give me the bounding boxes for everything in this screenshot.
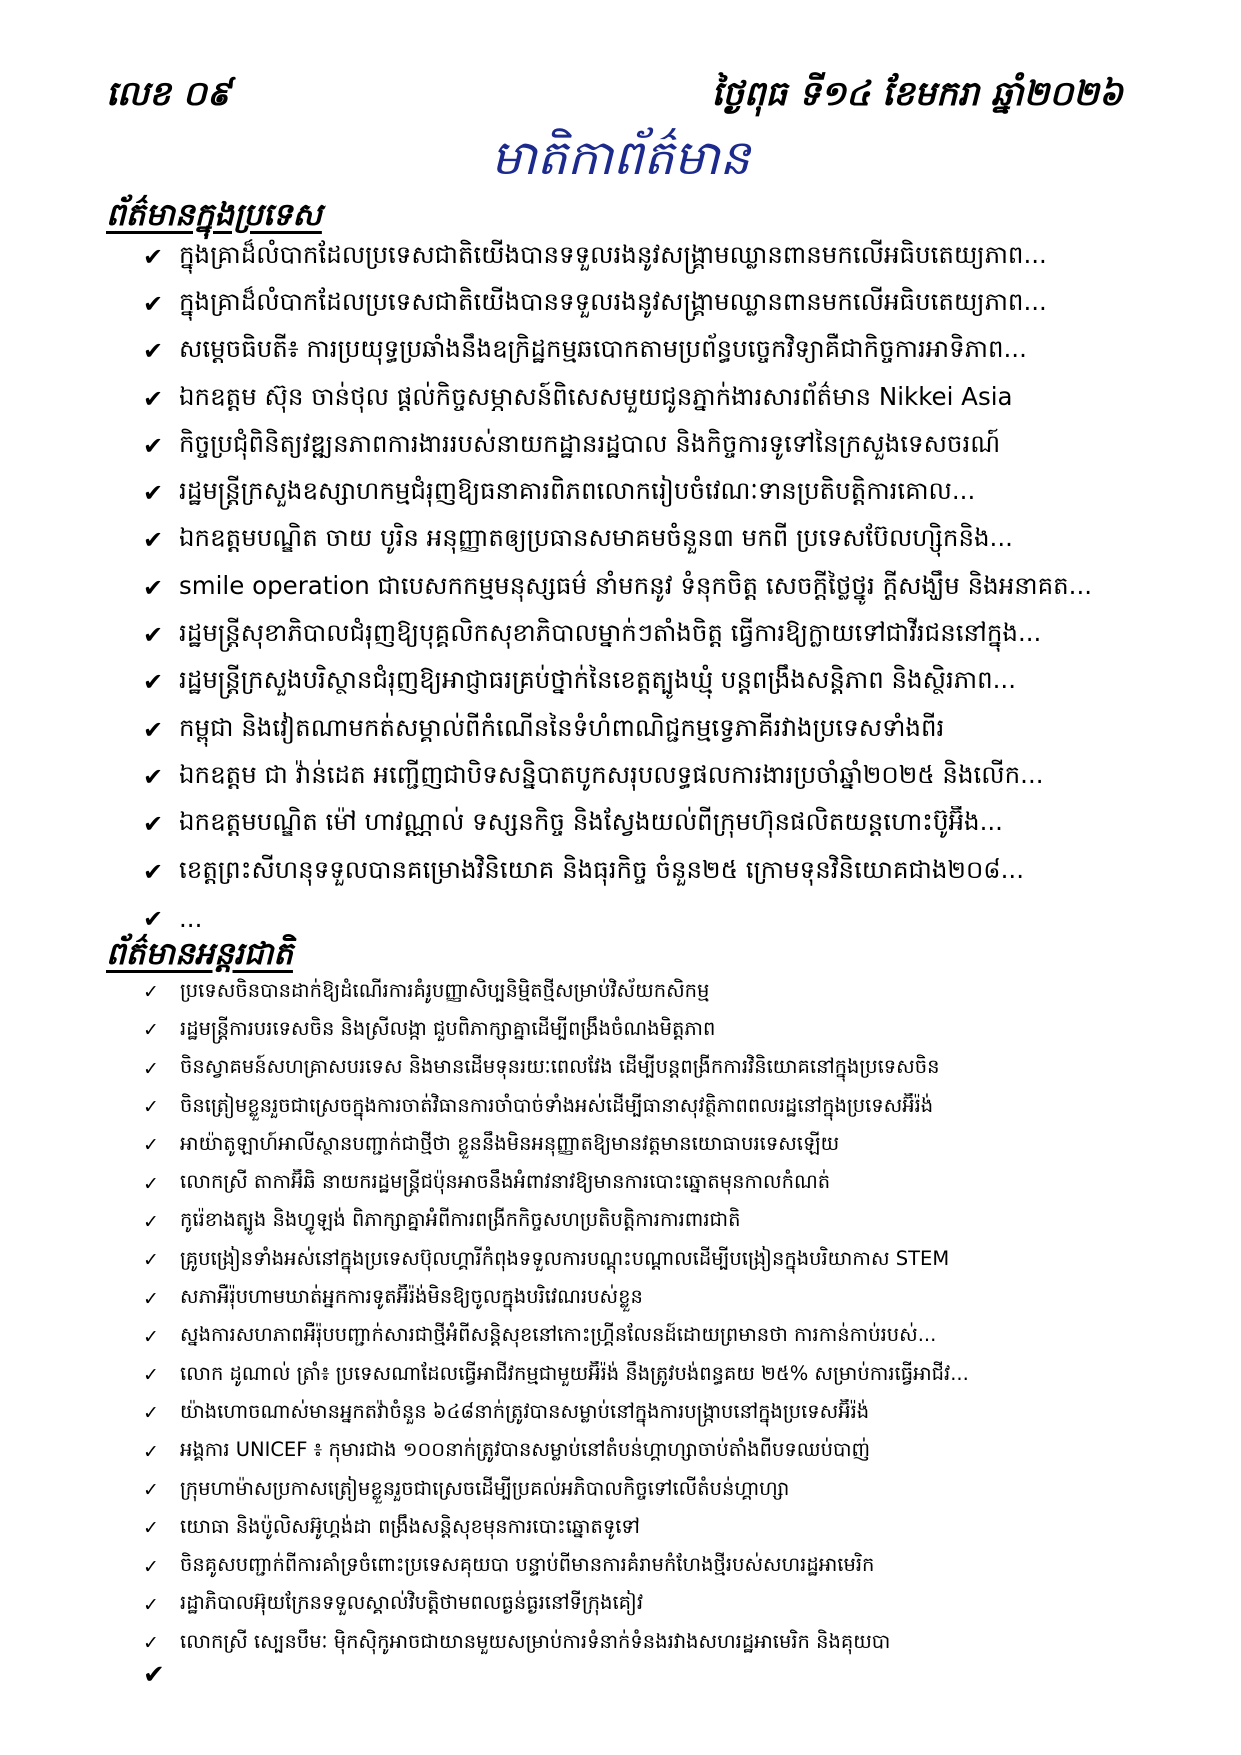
checkmark-icon: ✓ <box>143 1096 159 1119</box>
checkmark-icon: ✓ <box>143 1364 159 1387</box>
list-item <box>143 1471 1143 1509</box>
news-headline: រដ្ឋមន្ត្រីក្រសួងឧស្សាហកម្មជំរុញឱ្យធនាគារពិភពលោករៀបចំវេណៈទានប្រតិបត្តិការគោល... <box>179 476 976 506</box>
checkmark-icon: ✓ <box>143 1210 159 1233</box>
list-item <box>143 1433 1143 1471</box>
checkmark-icon: ✓ <box>143 1402 159 1425</box>
list-item <box>143 1050 1143 1088</box>
checkmark-icon: ✓ <box>143 1287 159 1310</box>
news-headline: យ៉ាងហោចណាស់មានអ្នកតវ៉ាចំនួន ៦៤៨នាក់ត្រូវបានសម្លាប់នៅក្នុងការបង្រ្កាបនៅក្នុងប្រទេសអ៊ីរ៉ង់ <box>180 1399 870 1423</box>
checkmark-icon: ✓ <box>143 981 159 1004</box>
checkmark-icon: ✔ <box>143 715 164 744</box>
news-headline: ក្នុងគ្រាដ៏លំបាកដែលប្រទេសជាតិយើងបានទទួលរងនូវសង្គ្រាមឈ្លានពានមកលើអធិបតេយ្យភាព... <box>179 239 1047 269</box>
domestic-news-heading: ព័ត៌មានក្នុងប្រទេស <box>106 197 322 233</box>
international-news-list <box>143 973 1143 1662</box>
list-item <box>143 1279 1143 1317</box>
news-headline: ក្រុមហាម៉ាសប្រកាសត្រៀមខ្លួនរួចជាស្រេចដើម្បីប្រគល់អភិបាលកិច្ចទៅលើតំបន់ហ្គាហ្សា <box>180 1476 790 1500</box>
checkmark-icon: ✓ <box>143 1249 159 1272</box>
list-item <box>143 1203 1143 1241</box>
checkmark-icon: ✓ <box>143 1593 159 1616</box>
list-item <box>143 611 1143 658</box>
list-item <box>143 564 1143 611</box>
list-item <box>143 1088 1143 1126</box>
checkmark-icon: ✓ <box>143 1172 159 1195</box>
list-item <box>143 659 1143 706</box>
checkmark-icon: ✓ <box>143 1325 159 1348</box>
news-headline: ឯកឧត្តម ស៊ុន ចាន់ថុល ផ្តល់កិច្ចសម្ភាសន៍ពិសេសមួយជូនភ្នាក់ងារសារព័ត៌មាន Nikkei Asia <box>179 381 1013 411</box>
list-item <box>143 1394 1143 1432</box>
page-title: មាតិកាព័ត៌មាន <box>491 130 750 186</box>
domestic-news-list <box>143 233 1143 942</box>
news-headline: ក្នុងគ្រាដ៏លំបាកដែលប្រទេសជាតិយើងបានទទួលរងនូវសង្គ្រាមឈ្លានពានមកលើអធិបតេយ្យភាព... <box>179 286 1047 316</box>
news-headline: កូរ៉េខាងត្បូង និងហ្វូឡង់ ពិភាក្សាគ្នាអំពីការពង្រីកកិច្ចសហប្រតិបត្តិការការពារជាតិ <box>180 1208 741 1232</box>
news-headline: រដ្ឋមន្ត្រីក្រសួងបរិស្ថានជំរុញឱ្យអាជ្ញាធរគ្រប់ថ្នាក់នៃខេត្តត្បូងឃ្មុំ បន្តពង្រឹងសន្តិភាព និងស្ថិរភាព... <box>179 665 1016 695</box>
list-item <box>143 1547 1143 1585</box>
checkmark-icon: ✔ <box>143 1660 165 1690</box>
checkmark-icon: ✔ <box>143 668 164 697</box>
news-headline: កិច្ចប្រជុំពិនិត្យវឌ្ឍនភាពការងាររបស់នាយកដ្ឋានរដ្ឋបាល និងកិច្ចការទូទៅនៃក្រសួងទេសចរណ៍ <box>179 428 1001 458</box>
news-headline: ... <box>179 904 203 934</box>
checkmark-icon: ✔ <box>143 573 164 602</box>
checkmark-icon: ✔ <box>143 337 164 366</box>
checkmark-icon: ✔ <box>143 810 164 839</box>
list-item <box>143 1318 1143 1356</box>
list-item <box>143 1126 1143 1164</box>
checkmark-icon: ✓ <box>143 1517 159 1540</box>
list-item <box>143 1356 1143 1394</box>
list-item <box>143 895 1143 942</box>
checkmark-icon: ✔ <box>143 762 164 791</box>
news-headline: យោធា និងប៉ូលិសអ៊ូហ្គង់ដា ពង្រឹងសន្តិសុខមុនការបោះឆ្នោតទូទៅ <box>180 1514 641 1538</box>
checkmark-icon: ✓ <box>143 1019 159 1042</box>
list-item <box>143 1011 1143 1049</box>
list-item <box>143 973 1143 1011</box>
list-item <box>143 1586 1143 1624</box>
news-headline: គ្រូបង្រៀនទាំងអស់នៅក្នុងប្រទេសប៊ុលហ្គារីកំពុងទទួលការបណ្តុះបណ្តាលដើម្បីបង្រៀនក្នុងបរិយាកាស STEM <box>180 1246 950 1270</box>
list-item <box>143 280 1143 327</box>
checkmark-icon: ✓ <box>143 1555 159 1578</box>
checkmark-icon: ✓ <box>143 1057 159 1080</box>
list-item <box>143 1164 1143 1202</box>
checkmark-icon: ✔ <box>143 384 164 413</box>
list-item <box>143 1241 1143 1279</box>
list-item <box>143 233 1143 280</box>
news-headline: ស្នងការសហភាពអឺរ៉ុបបញ្ជាក់សារជាថ្មីអំពីសន្តិសុខនៅកោះហ្គ្រីនលែនដ៍ដោយព្រមានថា ការកាន់កាប់របស់... <box>180 1323 937 1347</box>
news-headline: ចិនត្រៀមខ្លួនរួចជាស្រេចក្នុងការចាត់វិធានការចាំបាច់ទាំងអស់ដើម្បីធានាសុវត្ថិភាពពលរដ្ឋនៅក្នុងប្រទេសអ៊ីរ៉ង់ <box>180 1093 934 1117</box>
news-headline: ខេត្តព្រះសីហនុទទួលបានគម្រោងវិនិយោគ និងធុរកិច្ច ចំនួន២៥ ក្រោមទុនវិនិយោគជាង២០៨... <box>179 854 1025 884</box>
news-headline: អាយ៉ាតូឡាហ៍អាលីស្ថានបញ្ជាក់ជាថ្មីថា ខ្លួននឹងមិនអនុញ្ញាតឱ្យមានវត្តមានយោធាបរទេសឡើយ <box>180 1131 840 1155</box>
list-item <box>143 706 1143 753</box>
checkmark-icon: ✔ <box>143 857 164 886</box>
news-headline: លោក ដូណាល់ ត្រាំ៖ ប្រទេសណាដែលធ្វើអាជីវកម្មជាមួយអ៊ីរ៉ង់ នឹងត្រូវបង់ពន្ធគយ ២៥% សម្រាប់ការធ្វើអាជីវ... <box>180 1361 969 1385</box>
news-headline: រដ្ឋមន្ត្រីការបរទេសចិន និងស្រីលង្កា ជួបពិភាក្សាគ្នាដើម្បីពង្រឹងចំណងមិត្តភាព <box>180 1016 716 1040</box>
news-headline: ប្រទេសចិនបានដាក់ឱ្យដំណើរការគំរូបញ្ញាសិប្បនិម្មិតថ្មីសម្រាប់វិស័យកសិកម្ម <box>180 978 710 1002</box>
checkmark-icon: ✔ <box>143 431 164 460</box>
issue-date: ថ្ងៃពុធ ទី១៤ ខែមករា ឆ្នាំ២០២៦ <box>711 74 1123 114</box>
news-headline: សភាអឺរ៉ុបហាមឃាត់អ្នកការទូតអ៊ីរ៉ង់មិនឱ្យចូលក្នុងបរិវេណរបស់ខ្លួន <box>180 1285 643 1309</box>
news-headline: កម្ពុជា និងវៀតណាមកត់សម្គាល់ពីកំណើននៃទំហំពាណិជ្ជកម្មទ្វេភាគីរវាងប្រទេសទាំងពីរ <box>179 712 945 742</box>
list-item <box>143 375 1143 422</box>
list-item <box>143 801 1143 848</box>
list-item <box>143 1509 1143 1547</box>
list-item <box>143 848 1143 895</box>
news-headline: ឯកឧត្តម ជា វ៉ាន់ដេត អញ្ជើញជាបិទសន្និបាតបូកសរុបលទ្ធផលការងារប្រចាំឆ្នាំ២០២៥ និងលើក... <box>179 759 1044 789</box>
checkmark-icon: ✓ <box>143 1632 159 1655</box>
news-headline: ចិនស្វាគមន៍សហគ្រាសបរទេស និងមានដើមទុនរយៈពេលវែង ដើម្បីបន្តពង្រីកការវិនិយោគនៅក្នុងប្រទេសចិន <box>180 1055 940 1079</box>
checkmark-icon: ✔ <box>143 526 164 555</box>
news-headline: ឯកឧត្តមបណ្ឌិត ម៉ៅ ហាវណ្ណាល់ ទស្សនកិច្ច និងស្វែងយល់ពីក្រុមហ៊ុនផលិតយន្តហោះប៊ូអ៊ីង... <box>179 807 1003 837</box>
list-item <box>143 1624 1143 1662</box>
news-headline: smile operation ជាបេសកកម្មមនុស្សធម៌ នាំមកនូវ ទំនុកចិត្ត សេចក្តីថ្លៃថ្នូរ ក្តីសង្ឃឹម និងអនាគត... <box>179 570 1093 600</box>
checkmark-icon: ✓ <box>143 1134 159 1157</box>
list-item <box>143 328 1143 375</box>
checkmark-icon: ✔ <box>143 621 164 650</box>
news-headline: រដ្ឋមន្ត្រីសុខាភិបាលជំរុញឱ្យបុគ្គលិកសុខាភិបាលម្នាក់ៗតាំងចិត្ត ធ្វើការឱ្យក្លាយទៅជាវីរជននៅក្នុង... <box>179 618 1042 648</box>
news-headline: លោកស្រី តាកាអ៊ីឆិ នាយករដ្ឋមន្ត្រីជប៉ុនអាចនឹងអំពាវនាវឱ្យមានការបោះឆ្នោតមុនកាលកំណត់ <box>180 1170 831 1194</box>
list-item <box>143 753 1143 800</box>
international-news-heading: ព័ត៌មានអន្តរជាតិ <box>106 936 293 972</box>
checkmark-icon: ✔ <box>143 479 164 508</box>
checkmark-icon: ✔ <box>143 242 164 271</box>
list-item <box>143 517 1143 564</box>
news-headline: រដ្ឋាភិបាលអ៊ុយក្រែនទទួលស្គាល់វិបត្តិថាមពលធ្ងន់ធ្ងរនៅទីក្រុងគៀវ <box>180 1591 644 1615</box>
checkmark-icon: ✓ <box>143 1479 159 1501</box>
news-headline: អង្គការ UNICEF ៖ កុមារជាង ១០០នាក់ត្រូវបានសម្លាប់នៅតំបន់ហ្គាហ្សាចាប់តាំងពីបទឈប់បាញ់ <box>180 1438 871 1462</box>
news-headline: លោកស្រី ស្បេនបឹមៈ ម៉ិកស៊ិកូអាចជាយានមួយសម្រាប់ការទំនាក់ទំនងរវាងសហរដ្ឋអាមេរិក និងគុយបា <box>180 1629 891 1653</box>
issue-number: លេខ ០៩ <box>106 74 231 114</box>
checkmark-icon: ✓ <box>143 1440 159 1463</box>
list-item <box>143 422 1143 469</box>
checkmark-icon: ✔ <box>143 904 164 933</box>
checkmark-icon: ✔ <box>143 289 164 318</box>
news-headline: ឯកឧត្តមបណ្ឌិត ចាយ បូរិន អនុញ្ញាតឲ្យប្រធានសមាគមចំនួន៣ មកពី ប្រទេសប៊ែលហ្ស៊ិកនិង... <box>179 523 1013 553</box>
news-headline: ចិនគូសបញ្ជាក់ពីការគាំទ្រចំពោះប្រទេសគុយបា បន្ទាប់ពីមានការគំរាមកំហែងថ្មីរបស់សហរដ្ឋអាមេរិក <box>180 1553 875 1577</box>
list-item <box>143 469 1143 516</box>
news-headline: សម្តេចធិបតី៖ ការប្រយុទ្ធប្រឆាំងនឹងឧក្រិដ្ឋកម្មឆបោកតាមប្រព័ន្ធបច្ចេកវិទ្យាគឺជាកិច្ចការអាទិភាព... <box>179 334 1027 364</box>
